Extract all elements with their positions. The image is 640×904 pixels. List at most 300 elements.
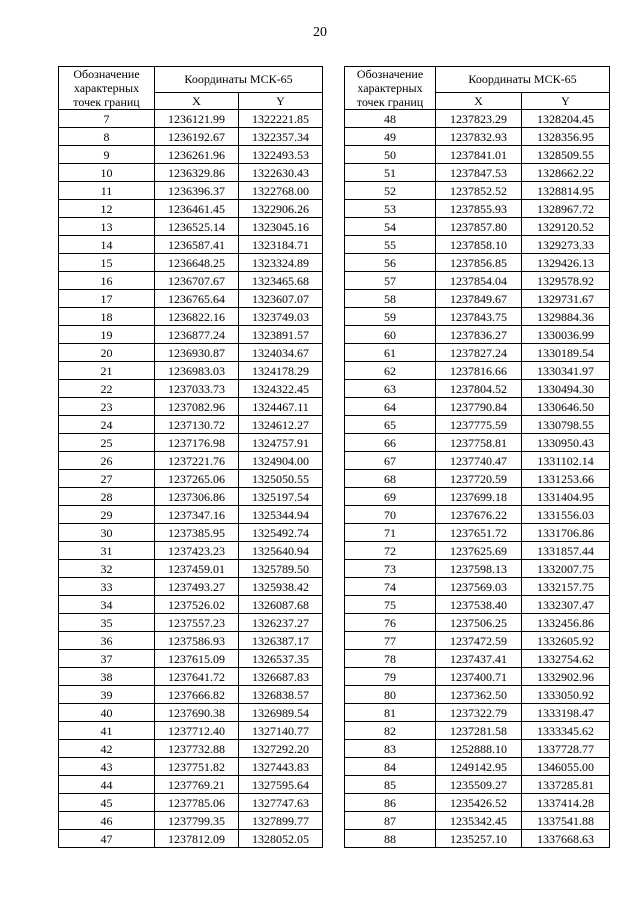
point-number-cell: 26 <box>59 452 155 470</box>
x-coordinate-cell: 1236648.25 <box>155 254 239 272</box>
table-row <box>59 164 323 182</box>
point-number-cell: 84 <box>345 758 436 776</box>
y-coordinate-cell: 1324757.91 <box>239 434 323 452</box>
x-coordinate-cell: 1236329.86 <box>155 164 239 182</box>
y-coordinate-cell: 1337285.81 <box>522 776 610 794</box>
table-row <box>345 200 610 218</box>
x-coordinate-cell: 1237799.35 <box>155 812 239 830</box>
point-number-cell: 47 <box>59 830 155 848</box>
point-number-cell: 45 <box>59 794 155 812</box>
x-coordinate-cell: 1237306.86 <box>155 488 239 506</box>
table-row <box>345 398 610 416</box>
table-row <box>59 416 323 434</box>
x-coordinate-cell: 1235257.10 <box>436 830 522 848</box>
page-number: 20 <box>313 25 327 40</box>
point-number-cell: 37 <box>59 650 155 668</box>
x-coordinate-cell: 1237740.47 <box>436 452 522 470</box>
table-row <box>345 308 610 326</box>
point-number-cell: 41 <box>59 722 155 740</box>
table-row <box>59 830 323 848</box>
table-row <box>59 434 323 452</box>
table-row <box>345 380 610 398</box>
table-row <box>345 632 610 650</box>
y-coordinate-cell: 1328052.05 <box>239 830 323 848</box>
point-number-cell: 82 <box>345 722 436 740</box>
x-header: X <box>436 92 522 109</box>
x-coordinate-cell: 1237823.29 <box>436 110 522 128</box>
x-coordinate-cell: 1237852.52 <box>436 182 522 200</box>
y-coordinate-cell: 1327747.63 <box>239 794 323 812</box>
table-row <box>59 704 323 722</box>
y-coordinate-cell: 1324904.00 <box>239 452 323 470</box>
y-coordinate-cell: 1333345.62 <box>522 722 610 740</box>
y-coordinate-cell: 1326537.35 <box>239 650 323 668</box>
point-number-cell: 9 <box>59 146 155 164</box>
table-row <box>345 452 610 470</box>
point-number-cell: 18 <box>59 308 155 326</box>
y-coordinate-cell: 1331404.95 <box>522 488 610 506</box>
x-coordinate-cell: 1237849.67 <box>436 290 522 308</box>
x-coordinate-cell: 1237493.27 <box>155 578 239 596</box>
y-coordinate-cell: 1322357.34 <box>239 128 323 146</box>
x-coordinate-cell: 1237854.04 <box>436 272 522 290</box>
y-coordinate-cell: 1330494.30 <box>522 380 610 398</box>
point-number-cell: 76 <box>345 614 436 632</box>
y-coordinate-cell: 1332754.62 <box>522 650 610 668</box>
point-number-cell: 63 <box>345 380 436 398</box>
table-row <box>345 650 610 668</box>
y-coordinate-cell: 1325789.50 <box>239 560 323 578</box>
point-number-cell: 8 <box>59 128 155 146</box>
point-number-cell: 83 <box>345 740 436 758</box>
x-coordinate-cell: 1236121.99 <box>155 110 239 128</box>
point-number-cell: 57 <box>345 272 436 290</box>
table-row <box>345 344 610 362</box>
point-number-cell: 36 <box>59 632 155 650</box>
point-number-cell: 58 <box>345 290 436 308</box>
y-coordinate-cell: 1323465.68 <box>239 272 323 290</box>
y-coordinate-cell: 1325492.74 <box>239 524 323 542</box>
table-body-left <box>59 110 323 848</box>
table-row <box>59 362 323 380</box>
table-row <box>345 290 610 308</box>
y-coordinate-cell: 1322906.26 <box>239 200 323 218</box>
y-coordinate-cell: 1326087.68 <box>239 596 323 614</box>
table-row <box>59 200 323 218</box>
y-coordinate-cell: 1324178.29 <box>239 362 323 380</box>
point-number-cell: 66 <box>345 434 436 452</box>
point-number-cell: 77 <box>345 632 436 650</box>
table-row <box>59 596 323 614</box>
x-coordinate-cell: 1237586.93 <box>155 632 239 650</box>
table-row <box>59 650 323 668</box>
table-row <box>59 722 323 740</box>
point-number-cell: 34 <box>59 596 155 614</box>
point-number-cell: 49 <box>345 128 436 146</box>
x-coordinate-cell: 1237836.27 <box>436 326 522 344</box>
x-coordinate-cell: 1236192.67 <box>155 128 239 146</box>
table-row <box>345 758 610 776</box>
x-coordinate-cell: 1237472.59 <box>436 632 522 650</box>
table-row <box>345 416 610 434</box>
x-coordinate-cell: 1237082.96 <box>155 398 239 416</box>
y-coordinate-cell: 1322768.00 <box>239 182 323 200</box>
point-number-cell: 65 <box>345 416 436 434</box>
table-row <box>59 254 323 272</box>
point-number-cell: 43 <box>59 758 155 776</box>
point-number-cell: 23 <box>59 398 155 416</box>
point-number-cell: 27 <box>59 470 155 488</box>
y-coordinate-cell: 1333050.92 <box>522 686 610 704</box>
y-coordinate-cell: 1323045.16 <box>239 218 323 236</box>
x-coordinate-cell: 1237720.59 <box>436 470 522 488</box>
x-coordinate-cell: 1237265.06 <box>155 470 239 488</box>
table-row <box>345 128 610 146</box>
point-number-cell: 79 <box>345 668 436 686</box>
x-coordinate-cell: 1237666.82 <box>155 686 239 704</box>
x-coordinate-cell: 1237033.73 <box>155 380 239 398</box>
x-coordinate-cell: 1237281.58 <box>436 722 522 740</box>
y-coordinate-cell: 1332456.86 <box>522 614 610 632</box>
table-row <box>59 110 323 128</box>
point-number-cell: 16 <box>59 272 155 290</box>
table-row <box>345 524 610 542</box>
table-row <box>345 326 610 344</box>
x-coordinate-cell: 1237855.93 <box>436 200 522 218</box>
point-number-cell: 38 <box>59 668 155 686</box>
coordinates-header: Координаты МСК-65 <box>436 67 610 93</box>
y-coordinate-cell: 1332157.75 <box>522 578 610 596</box>
coordinates-table-left <box>58 66 323 848</box>
x-coordinate-cell: 1237322.79 <box>436 704 522 722</box>
x-coordinate-cell: 1235426.52 <box>436 794 522 812</box>
x-coordinate-cell: 1236587.41 <box>155 236 239 254</box>
point-number-cell: 39 <box>59 686 155 704</box>
point-number-cell: 46 <box>59 812 155 830</box>
table-row <box>345 740 610 758</box>
table-row <box>59 182 323 200</box>
y-coordinate-cell: 1330646.50 <box>522 398 610 416</box>
table-row <box>345 776 610 794</box>
point-number-cell: 61 <box>345 344 436 362</box>
x-coordinate-cell: 1237423.23 <box>155 542 239 560</box>
table-row <box>59 272 323 290</box>
x-coordinate-cell: 1236707.67 <box>155 272 239 290</box>
x-coordinate-cell: 1237506.25 <box>436 614 522 632</box>
table-row <box>59 794 323 812</box>
x-coordinate-cell: 1236930.87 <box>155 344 239 362</box>
y-coordinate-cell: 1322493.53 <box>239 146 323 164</box>
table-row <box>345 110 610 128</box>
y-coordinate-cell: 1324467.11 <box>239 398 323 416</box>
point-number-cell: 30 <box>59 524 155 542</box>
table-row <box>345 272 610 290</box>
x-coordinate-cell: 1237598.13 <box>436 560 522 578</box>
table-row <box>59 146 323 164</box>
x-coordinate-cell: 1236396.37 <box>155 182 239 200</box>
point-number-cell: 25 <box>59 434 155 452</box>
y-coordinate-cell: 1325640.94 <box>239 542 323 560</box>
point-number-cell: 56 <box>345 254 436 272</box>
table-body-right <box>345 110 610 848</box>
x-coordinate-cell: 1237400.71 <box>436 668 522 686</box>
y-coordinate-cell: 1326237.27 <box>239 614 323 632</box>
table-row <box>59 776 323 794</box>
table-row <box>345 578 610 596</box>
point-number-cell: 74 <box>345 578 436 596</box>
point-number-cell: 10 <box>59 164 155 182</box>
x-coordinate-cell: 1237625.69 <box>436 542 522 560</box>
x-coordinate-cell: 1237176.98 <box>155 434 239 452</box>
x-coordinate-cell: 1252888.10 <box>436 740 522 758</box>
y-coordinate-cell: 1329884.36 <box>522 308 610 326</box>
table-row <box>59 290 323 308</box>
x-coordinate-cell: 1236822.16 <box>155 308 239 326</box>
y-coordinate-cell: 1328204.45 <box>522 110 610 128</box>
point-number-cell: 64 <box>345 398 436 416</box>
point-number-cell: 44 <box>59 776 155 794</box>
table-row <box>59 614 323 632</box>
point-number-cell: 53 <box>345 200 436 218</box>
x-coordinate-cell: 1237832.93 <box>436 128 522 146</box>
x-coordinate-cell: 1237557.23 <box>155 614 239 632</box>
table-row <box>59 686 323 704</box>
point-number-cell: 11 <box>59 182 155 200</box>
y-coordinate-cell: 1330950.43 <box>522 434 610 452</box>
y-coordinate-cell: 1332605.92 <box>522 632 610 650</box>
table-row <box>345 470 610 488</box>
x-coordinate-cell: 1236765.64 <box>155 290 239 308</box>
x-coordinate-cell: 1237858.10 <box>436 236 522 254</box>
x-coordinate-cell: 1237758.81 <box>436 434 522 452</box>
y-coordinate-cell: 1326387.17 <box>239 632 323 650</box>
y-coordinate-cell: 1337728.77 <box>522 740 610 758</box>
table-row <box>345 812 610 830</box>
point-label-header: Обозначение характерных точек границ <box>345 67 436 110</box>
y-coordinate-cell: 1331253.66 <box>522 470 610 488</box>
y-coordinate-cell: 1332307.47 <box>522 596 610 614</box>
point-number-cell: 52 <box>345 182 436 200</box>
y-coordinate-cell: 1325050.55 <box>239 470 323 488</box>
y-coordinate-cell: 1332007.75 <box>522 560 610 578</box>
table-row <box>59 398 323 416</box>
y-coordinate-cell: 1330036.99 <box>522 326 610 344</box>
x-coordinate-cell: 1237699.18 <box>436 488 522 506</box>
table-row <box>345 488 610 506</box>
y-coordinate-cell: 1322630.43 <box>239 164 323 182</box>
x-coordinate-cell: 1237538.40 <box>436 596 522 614</box>
y-coordinate-cell: 1329120.52 <box>522 218 610 236</box>
point-number-cell: 19 <box>59 326 155 344</box>
table-row <box>345 596 610 614</box>
table-row <box>59 128 323 146</box>
point-number-cell: 20 <box>59 344 155 362</box>
table-row <box>345 434 610 452</box>
point-number-cell: 15 <box>59 254 155 272</box>
y-coordinate-cell: 1333198.47 <box>522 704 610 722</box>
point-number-cell: 85 <box>345 776 436 794</box>
y-coordinate-cell: 1327595.64 <box>239 776 323 794</box>
table-row <box>345 614 610 632</box>
table-row <box>59 632 323 650</box>
table-row <box>345 218 610 236</box>
y-coordinate-cell: 1324612.27 <box>239 416 323 434</box>
y-coordinate-cell: 1330189.54 <box>522 344 610 362</box>
y-coordinate-cell: 1328356.95 <box>522 128 610 146</box>
x-coordinate-cell: 1237790.84 <box>436 398 522 416</box>
y-coordinate-cell: 1329731.67 <box>522 290 610 308</box>
table-row <box>59 488 323 506</box>
point-number-cell: 28 <box>59 488 155 506</box>
table-row <box>59 326 323 344</box>
table-row <box>59 218 323 236</box>
x-coordinate-cell: 1237130.72 <box>155 416 239 434</box>
point-number-cell: 69 <box>345 488 436 506</box>
x-coordinate-cell: 1237856.85 <box>436 254 522 272</box>
table-row <box>345 236 610 254</box>
y-coordinate-cell: 1332902.96 <box>522 668 610 686</box>
x-coordinate-cell: 1237775.59 <box>436 416 522 434</box>
y-coordinate-cell: 1331706.86 <box>522 524 610 542</box>
y-coordinate-cell: 1337414.28 <box>522 794 610 812</box>
point-number-cell: 13 <box>59 218 155 236</box>
x-coordinate-cell: 1237615.09 <box>155 650 239 668</box>
y-coordinate-cell: 1346055.00 <box>522 758 610 776</box>
x-coordinate-cell: 1236461.45 <box>155 200 239 218</box>
y-coordinate-cell: 1324322.45 <box>239 380 323 398</box>
table-row <box>59 758 323 776</box>
point-number-cell: 17 <box>59 290 155 308</box>
table-row <box>345 686 610 704</box>
point-label-header: Обозначение характерных точек границ <box>59 67 155 110</box>
y-coordinate-cell: 1327443.83 <box>239 758 323 776</box>
y-coordinate-cell: 1328509.55 <box>522 146 610 164</box>
point-number-cell: 21 <box>59 362 155 380</box>
y-coordinate-cell: 1325197.54 <box>239 488 323 506</box>
y-coordinate-cell: 1325344.94 <box>239 506 323 524</box>
y-coordinate-cell: 1324034.67 <box>239 344 323 362</box>
x-coordinate-cell: 1237362.50 <box>436 686 522 704</box>
point-number-cell: 71 <box>345 524 436 542</box>
point-number-cell: 80 <box>345 686 436 704</box>
x-coordinate-cell: 1237732.88 <box>155 740 239 758</box>
y-coordinate-cell: 1337541.88 <box>522 812 610 830</box>
x-header: X <box>155 92 239 109</box>
point-number-cell: 87 <box>345 812 436 830</box>
table-row <box>59 578 323 596</box>
point-number-cell: 31 <box>59 542 155 560</box>
x-coordinate-cell: 1237676.22 <box>436 506 522 524</box>
x-coordinate-cell: 1237816.66 <box>436 362 522 380</box>
y-coordinate-cell: 1328662.22 <box>522 164 610 182</box>
x-coordinate-cell: 1237843.75 <box>436 308 522 326</box>
point-number-cell: 73 <box>345 560 436 578</box>
point-number-cell: 29 <box>59 506 155 524</box>
table-row <box>59 524 323 542</box>
x-coordinate-cell: 1237857.80 <box>436 218 522 236</box>
x-coordinate-cell: 1237712.40 <box>155 722 239 740</box>
y-coordinate-cell: 1327140.77 <box>239 722 323 740</box>
x-coordinate-cell: 1235342.45 <box>436 812 522 830</box>
y-coordinate-cell: 1331102.14 <box>522 452 610 470</box>
point-number-cell: 22 <box>59 380 155 398</box>
y-coordinate-cell: 1337668.63 <box>522 830 610 848</box>
table-row <box>345 560 610 578</box>
table-row <box>345 182 610 200</box>
y-coordinate-cell: 1327292.20 <box>239 740 323 758</box>
point-number-cell: 33 <box>59 578 155 596</box>
point-number-cell: 24 <box>59 416 155 434</box>
point-number-cell: 70 <box>345 506 436 524</box>
table-row <box>59 236 323 254</box>
table-row <box>59 740 323 758</box>
y-coordinate-cell: 1322221.85 <box>239 110 323 128</box>
point-number-cell: 59 <box>345 308 436 326</box>
table-row <box>59 470 323 488</box>
point-number-cell: 55 <box>345 236 436 254</box>
x-coordinate-cell: 1237841.01 <box>436 146 522 164</box>
table-row <box>345 254 610 272</box>
y-coordinate-cell: 1327899.77 <box>239 812 323 830</box>
table-row <box>59 542 323 560</box>
table-row <box>59 344 323 362</box>
coordinates-header: Координаты МСК-65 <box>155 67 323 93</box>
point-number-cell: 48 <box>345 110 436 128</box>
y-coordinate-cell: 1323324.89 <box>239 254 323 272</box>
y-coordinate-cell: 1331857.44 <box>522 542 610 560</box>
x-coordinate-cell: 1237827.24 <box>436 344 522 362</box>
x-coordinate-cell: 1237347.16 <box>155 506 239 524</box>
point-number-cell: 72 <box>345 542 436 560</box>
point-number-cell: 42 <box>59 740 155 758</box>
table-row <box>59 506 323 524</box>
table-row <box>345 362 610 380</box>
table-row <box>59 560 323 578</box>
y-coordinate-cell: 1326687.83 <box>239 668 323 686</box>
x-coordinate-cell: 1237651.72 <box>436 524 522 542</box>
x-coordinate-cell: 1237459.01 <box>155 560 239 578</box>
x-coordinate-cell: 1237769.21 <box>155 776 239 794</box>
point-number-cell: 50 <box>345 146 436 164</box>
point-number-cell: 62 <box>345 362 436 380</box>
x-coordinate-cell: 1237526.02 <box>155 596 239 614</box>
y-coordinate-cell: 1329426.13 <box>522 254 610 272</box>
y-header: Y <box>522 92 610 109</box>
table-row <box>345 164 610 182</box>
table-row <box>345 146 610 164</box>
point-number-cell: 32 <box>59 560 155 578</box>
x-coordinate-cell: 1237569.03 <box>436 578 522 596</box>
x-coordinate-cell: 1249142.95 <box>436 758 522 776</box>
point-number-cell: 7 <box>59 110 155 128</box>
x-coordinate-cell: 1237221.76 <box>155 452 239 470</box>
point-number-cell: 81 <box>345 704 436 722</box>
table-row <box>345 794 610 812</box>
point-number-cell: 14 <box>59 236 155 254</box>
y-coordinate-cell: 1326838.57 <box>239 686 323 704</box>
point-number-cell: 54 <box>345 218 436 236</box>
x-coordinate-cell: 1237385.95 <box>155 524 239 542</box>
table-row <box>345 722 610 740</box>
point-number-cell: 51 <box>345 164 436 182</box>
point-number-cell: 35 <box>59 614 155 632</box>
y-coordinate-cell: 1326989.54 <box>239 704 323 722</box>
x-coordinate-cell: 1237437.41 <box>436 650 522 668</box>
x-coordinate-cell: 1235509.27 <box>436 776 522 794</box>
table-row <box>345 830 610 848</box>
point-number-cell: 88 <box>345 830 436 848</box>
x-coordinate-cell: 1237804.52 <box>436 380 522 398</box>
